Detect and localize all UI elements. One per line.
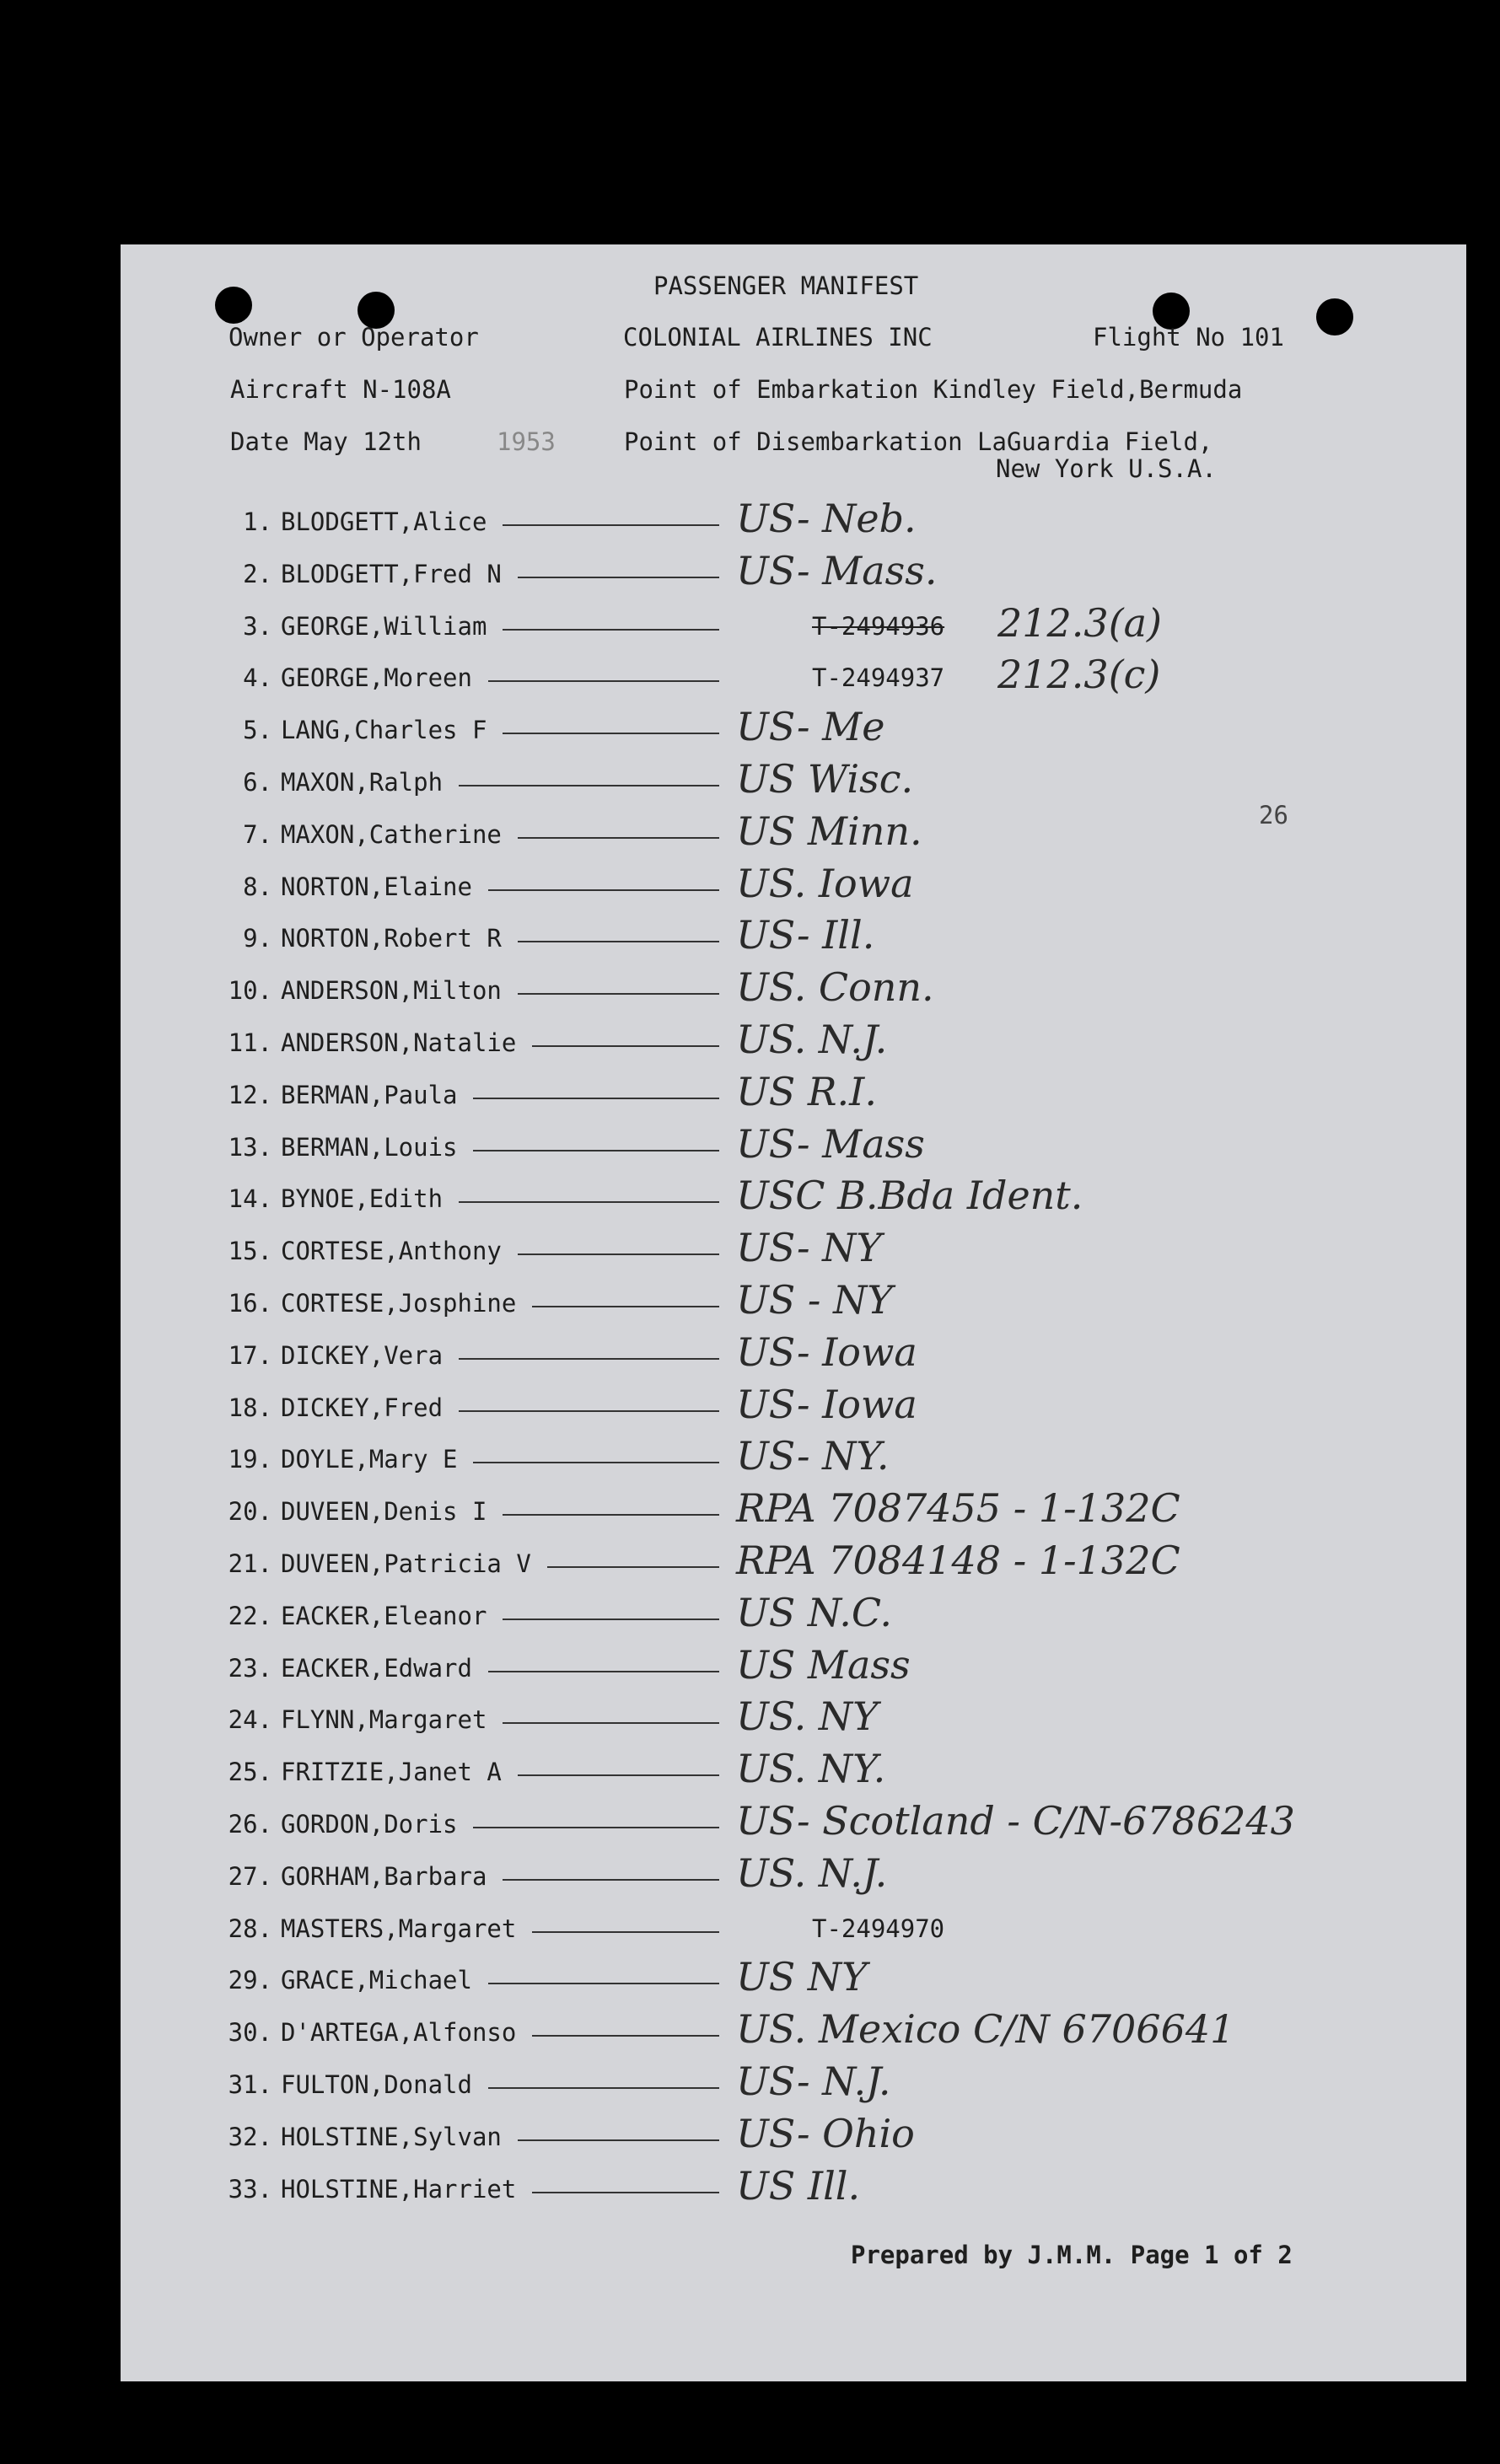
handwritten-note: US- Ohio xyxy=(736,2111,915,2156)
leader-line xyxy=(459,1358,720,1360)
row-number: 9. xyxy=(243,924,272,953)
row-number: 28. xyxy=(228,1914,272,1943)
punch-hole xyxy=(215,287,252,324)
leader-line xyxy=(532,2192,719,2193)
passenger-name: FLYNN,Margaret xyxy=(281,1705,487,1734)
handwritten-note: US- NY. xyxy=(736,1433,890,1479)
handwritten-note: US- Iowa xyxy=(736,1329,917,1375)
embarkation: Point of Embarkation Kindley Field,Bermuda xyxy=(624,375,1243,404)
disembarkation-line1: Point of Disembarkation LaGuardia Field, xyxy=(624,427,1213,456)
leader-line xyxy=(459,1201,720,1203)
row-number: 1. xyxy=(243,507,272,536)
handwritten-note: US. NY xyxy=(736,1694,879,1739)
row-number: 7. xyxy=(243,820,272,849)
handwritten-note: RPA 7087455 - 1-132C xyxy=(736,1485,1180,1531)
passenger-name: MAXON,Catherine xyxy=(281,820,502,849)
row-number: 3. xyxy=(243,612,272,641)
leader-line xyxy=(503,1514,719,1516)
typed-number: T-2494936 xyxy=(812,612,945,641)
handwritten-note: US. NY. xyxy=(736,1746,886,1791)
leader-line xyxy=(518,2139,720,2141)
passenger-name: BERMAN,Paula xyxy=(281,1081,458,1109)
row-number: 31. xyxy=(228,2070,272,2099)
row-number: 4. xyxy=(243,663,272,692)
row-number: 27. xyxy=(228,1862,272,1891)
leader-line xyxy=(518,1774,720,1776)
row-number: 19. xyxy=(228,1445,272,1474)
row-number: 26. xyxy=(228,1810,272,1839)
margin-note: 26 xyxy=(1259,801,1288,829)
handwritten-note: US Wisc. xyxy=(736,756,914,802)
row-number: 29. xyxy=(228,1966,272,1994)
handwritten-note: RPA 7084148 - 1-132C xyxy=(736,1538,1180,1583)
owner-label: Owner or Operator xyxy=(228,323,479,352)
leader-line xyxy=(503,733,719,734)
leader-line xyxy=(503,1722,719,1724)
row-number: 25. xyxy=(228,1758,272,1786)
row-number: 23. xyxy=(228,1654,272,1683)
leader-line xyxy=(459,1410,720,1412)
leader-line xyxy=(503,629,719,631)
manifest-page xyxy=(121,244,1466,2381)
handwritten-note: US. N.J. xyxy=(736,1850,888,1896)
handwritten-note: US- Ill. xyxy=(736,912,875,958)
list-item xyxy=(121,548,1466,609)
row-number: 12. xyxy=(228,1081,272,1109)
handwritten-note: US. Conn. xyxy=(736,964,934,1010)
passenger-name: GRACE,Michael xyxy=(281,1966,472,1994)
passenger-name: FRITZIE,Janet A xyxy=(281,1758,502,1786)
passenger-name: BYNOE,Edith xyxy=(281,1184,444,1213)
handwritten-note: US- Mass xyxy=(736,1121,925,1167)
leader-line xyxy=(518,941,720,942)
passenger-name: GEORGE,Moreen xyxy=(281,663,472,692)
leader-line xyxy=(503,1879,719,1881)
leader-line xyxy=(488,1983,720,1984)
handwritten-note: US. Mexico C/N 6706641 xyxy=(736,2006,1235,2052)
list-item xyxy=(121,1850,1466,1911)
passenger-name: GORDON,Doris xyxy=(281,1810,458,1839)
handwritten-note: US - NY xyxy=(736,1277,893,1323)
year: 1953 xyxy=(497,427,556,456)
leader-line xyxy=(547,1566,720,1568)
handwritten-note: US N.C. xyxy=(736,1590,893,1635)
handwritten-note: US- Mass. xyxy=(736,548,938,593)
typed-number: T-2494970 xyxy=(812,1914,945,1943)
leader-line xyxy=(532,1931,719,1933)
row-number: 2. xyxy=(243,560,272,588)
row-number: 24. xyxy=(228,1705,272,1734)
handwritten-note: US Mass xyxy=(736,1642,911,1688)
date: Date May 12th xyxy=(230,427,422,456)
page-title: PASSENGER MANIFEST xyxy=(653,271,919,300)
row-number: 15. xyxy=(228,1237,272,1265)
passenger-name: FULTON,Donald xyxy=(281,2070,472,2099)
leader-line xyxy=(459,785,720,786)
row-number: 20. xyxy=(228,1497,272,1526)
flight-number: Flight No 101 xyxy=(1093,323,1284,352)
passenger-name: ANDERSON,Natalie xyxy=(281,1028,517,1057)
handwritten-note: 212.3(a) xyxy=(997,600,1163,646)
row-number: 8. xyxy=(243,872,272,901)
leader-line xyxy=(532,1045,719,1047)
row-number: 16. xyxy=(228,1289,272,1318)
passenger-name: MAXON,Ralph xyxy=(281,768,444,797)
passenger-name: DICKEY,Vera xyxy=(281,1341,444,1370)
handwritten-note: US Ill. xyxy=(736,2163,861,2209)
passenger-name: DUVEEN,Patricia V xyxy=(281,1549,531,1578)
passenger-name: NORTON,Elaine xyxy=(281,872,472,901)
leader-line xyxy=(518,577,720,578)
handwritten-note: US Minn. xyxy=(736,808,922,854)
passenger-name: GEORGE,William xyxy=(281,612,487,641)
leader-line xyxy=(488,680,720,682)
passenger-name: BLODGETT,Fred N xyxy=(281,560,502,588)
handwritten-note: US- Neb. xyxy=(736,496,917,541)
leader-line xyxy=(503,524,719,526)
passenger-name: LANG,Charles F xyxy=(281,716,487,744)
row-number: 5. xyxy=(243,716,272,744)
leader-line xyxy=(473,1150,719,1151)
leader-line xyxy=(503,1619,719,1620)
aircraft: Aircraft N-108A xyxy=(230,375,451,404)
passenger-name: GORHAM,Barbara xyxy=(281,1862,487,1891)
footer: Prepared by J.M.M. Page 1 of 2 xyxy=(851,2241,1293,2269)
owner-value: COLONIAL AIRLINES INC xyxy=(623,323,933,352)
passenger-name: EACKER,Eleanor xyxy=(281,1602,487,1630)
handwritten-note: US. Iowa xyxy=(736,861,914,906)
row-number: 6. xyxy=(243,768,272,797)
row-number: 10. xyxy=(228,976,272,1005)
handwritten-note: US R.I. xyxy=(736,1069,877,1114)
passenger-name: DUVEEN,Denis I xyxy=(281,1497,487,1526)
passenger-name: DOYLE,Mary E xyxy=(281,1445,458,1474)
leader-line xyxy=(473,1098,719,1099)
passenger-name: BERMAN,Louis xyxy=(281,1133,458,1162)
row-number: 33. xyxy=(228,2175,272,2204)
leader-line xyxy=(473,1462,719,1463)
leader-line xyxy=(488,2087,720,2089)
leader-line xyxy=(488,889,720,891)
row-number: 17. xyxy=(228,1341,272,1370)
leader-line xyxy=(518,837,720,839)
passenger-name: BLODGETT,Alice xyxy=(281,507,487,536)
row-number: 13. xyxy=(228,1133,272,1162)
passenger-name: EACKER,Edward xyxy=(281,1654,472,1683)
handwritten-note: US- Iowa xyxy=(736,1382,917,1427)
handwritten-note: 212.3(c) xyxy=(997,652,1161,697)
row-number: 32. xyxy=(228,2123,272,2151)
passenger-name: HOLSTINE,Sylvan xyxy=(281,2123,502,2151)
disembarkation-line2: New York U.S.A. xyxy=(996,454,1217,483)
leader-line xyxy=(532,2035,719,2037)
row-number: 30. xyxy=(228,2018,272,2047)
passenger-name: HOLSTINE,Harriet xyxy=(281,2175,517,2204)
leader-line xyxy=(473,1827,719,1828)
passenger-name: DICKEY,Fred xyxy=(281,1393,444,1422)
list-item xyxy=(121,2163,1466,2224)
list-item xyxy=(121,600,1466,661)
handwritten-note: US- NY xyxy=(736,1225,882,1270)
row-number: 18. xyxy=(228,1393,272,1422)
handwritten-note: US- Scotland - C/N-6786243 xyxy=(736,1798,1295,1844)
row-number: 14. xyxy=(228,1184,272,1213)
handwritten-note: US NY xyxy=(736,1954,868,2000)
leader-line xyxy=(518,993,720,995)
passenger-name: MASTERS,Margaret xyxy=(281,1914,517,1943)
row-number: 11. xyxy=(228,1028,272,1057)
handwritten-note: USC B.Bda Ident. xyxy=(736,1173,1083,1218)
leader-line xyxy=(488,1671,720,1672)
handwritten-note: US- N.J. xyxy=(736,2059,891,2104)
typed-number: T-2494937 xyxy=(812,663,945,692)
leader-line xyxy=(532,1306,719,1307)
handwritten-note: US- Me xyxy=(736,704,885,749)
passenger-name: CORTESE,Josphine xyxy=(281,1289,517,1318)
passenger-name: D'ARTEGA,Alfonso xyxy=(281,2018,517,2047)
passenger-name: CORTESE,Anthony xyxy=(281,1237,502,1265)
row-number: 22. xyxy=(228,1602,272,1630)
passenger-name: ANDERSON,Milton xyxy=(281,976,502,1005)
punch-hole xyxy=(1316,298,1353,336)
passenger-name: NORTON,Robert R xyxy=(281,924,502,953)
row-number: 21. xyxy=(228,1549,272,1578)
leader-line xyxy=(518,1253,720,1255)
handwritten-note: US. N.J. xyxy=(736,1017,888,1062)
